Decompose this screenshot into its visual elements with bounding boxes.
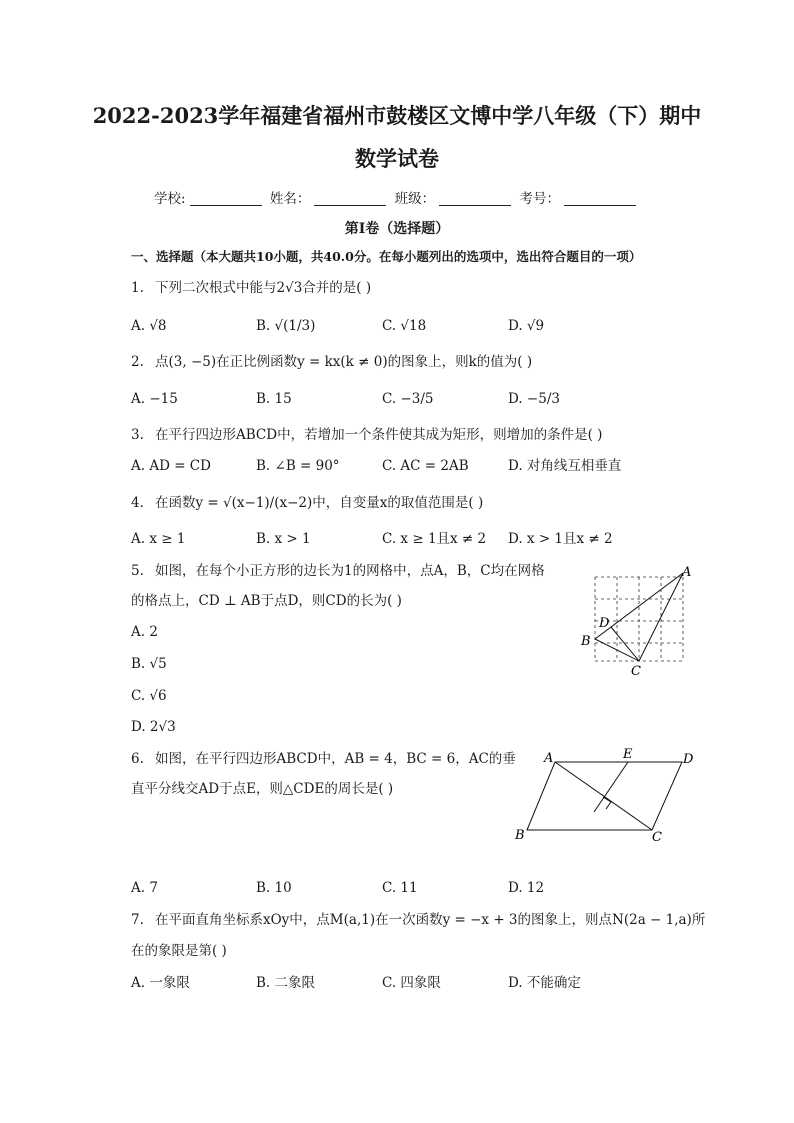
paper-title-line2: 数学试卷 [355,146,439,171]
question-4-option-d[interactable]: D. x > 1且x ≠ 2 [508,531,613,547]
question-7-stem-line1: 在平面直角坐标系xOy中，点M(a,1)在一次函数y = −x + 3的图象上，则点N(2a − 1,a)所 [155,912,706,928]
point-b-label: B [581,634,591,649]
question-6-stem-line1: 如图，在平行四边形ABCD中，AB = 4，BC = 6，AC的垂 [155,751,516,767]
question-6-option-c[interactable]: C. 11 [382,880,418,896]
question-3-number: 3. [131,427,144,443]
question-4-stem: 在函数y = √(x−1)/(x−2)中，自变量x的取值范围是( ) [155,495,484,511]
question-2-option-a[interactable]: A. −15 [131,391,178,407]
question-5-number: 5. [131,563,144,579]
question-3-stem: 在平行四边形ABCD中，若增加一个条件使其成为矩形，则增加的条件是( ) [155,427,603,443]
question-4-option-a[interactable]: A. x ≥ 1 [131,531,186,547]
question-5-option-d[interactable]: D. 2√3 [131,719,176,735]
question-6-option-a[interactable]: A. 7 [131,880,158,896]
point-c-label: C [652,830,662,845]
question-7-stem-line2: 在的象限是第( ) [131,943,227,959]
question-5-figure [575,563,695,678]
volume-title: 第I卷（选择题） [344,221,450,237]
question-1-option-a[interactable]: A. √8 [131,318,167,334]
school-label: 学校: [154,191,186,207]
paper-title-line1: 2022-2023学年福建省福州市鼓楼区文博中学八年级（下）期中 [92,103,702,128]
question-6-number: 6. [131,751,144,767]
name-label: 姓名： [269,191,311,207]
question-2-option-d[interactable]: D. −5/3 [508,391,560,407]
student-info-line [0,187,794,207]
question-5-option-a[interactable]: A. 2 [131,624,158,640]
question-3-option-b[interactable]: B. ∠B = 90° [256,458,340,474]
class-field[interactable] [439,191,511,206]
question-7-option-c[interactable]: C. 四象限 [382,975,441,991]
question-3-option-c[interactable]: C. AC = 2AB [382,458,469,474]
question-6-figure [510,745,700,850]
point-a-label: A [682,565,692,580]
question-4-option-b[interactable]: B. x > 1 [256,531,311,547]
exam-no-field[interactable] [564,191,636,206]
question-3-option-d[interactable]: D. 对角线互相垂直 [508,458,622,474]
question-6-option-d[interactable]: D. 12 [508,880,545,896]
point-c-label: C [631,664,641,678]
name-field[interactable] [314,191,386,206]
school-field[interactable] [190,191,262,206]
question-5-option-c[interactable]: C. √6 [131,688,167,704]
point-d-label: D [683,752,694,767]
section-title: 一、选择题（本大题共10小题，共40.0分。在每小题列出的选项中，选出符合题目的一项） [131,249,642,264]
class-label: 班级： [394,191,436,207]
question-7-number: 7. [131,912,144,928]
question-2-stem: 点(3, −5)在正比例函数y = kx(k ≠ 0)的图象上，则k的值为( ) [155,354,533,370]
question-1-option-c[interactable]: C. √18 [382,318,427,334]
question-1-option-b[interactable]: B. √(1/3) [256,318,316,334]
question-5-stem-line2: 的格点上，CD ⊥ AB于点D，则CD的长为( ) [131,593,402,609]
question-5-stem-line1: 如图，在每个小正方形的边长为1的网格中，点A，B，C均在网格 [155,563,545,579]
question-2-option-b[interactable]: B. 15 [256,391,292,407]
point-a-label: A [544,751,554,766]
question-1-number: 1. [131,280,144,296]
question-7-option-d[interactable]: D. 不能确定 [508,975,581,991]
question-2-number: 2. [131,354,144,370]
question-2-option-c[interactable]: C. −3/5 [382,391,434,407]
question-5-option-b[interactable]: B. √5 [131,656,167,672]
question-7-option-a[interactable]: A. 一象限 [131,975,190,991]
point-e-label: E [623,747,633,762]
question-4-option-c[interactable]: C. x ≥ 1且x ≠ 2 [382,531,487,547]
question-7-option-b[interactable]: B. 二象限 [256,975,316,991]
question-3-option-a[interactable]: A. AD = CD [131,458,211,474]
question-6-option-b[interactable]: B. 10 [256,880,292,896]
exam-no-label: 考号： [519,191,560,207]
question-4-number: 4. [131,495,144,511]
question-1-option-d[interactable]: D. √9 [508,318,545,334]
point-d-label: D [599,616,610,631]
parallelogram-abcd [527,762,682,830]
question-6-stem-line2: 直平分线交AD于点E，则△CDE的周长是( ) [131,781,394,797]
question-1-stem: 下列二次根式中能与2√3合并的是( ) [155,280,372,296]
point-b-label: B [515,828,525,843]
